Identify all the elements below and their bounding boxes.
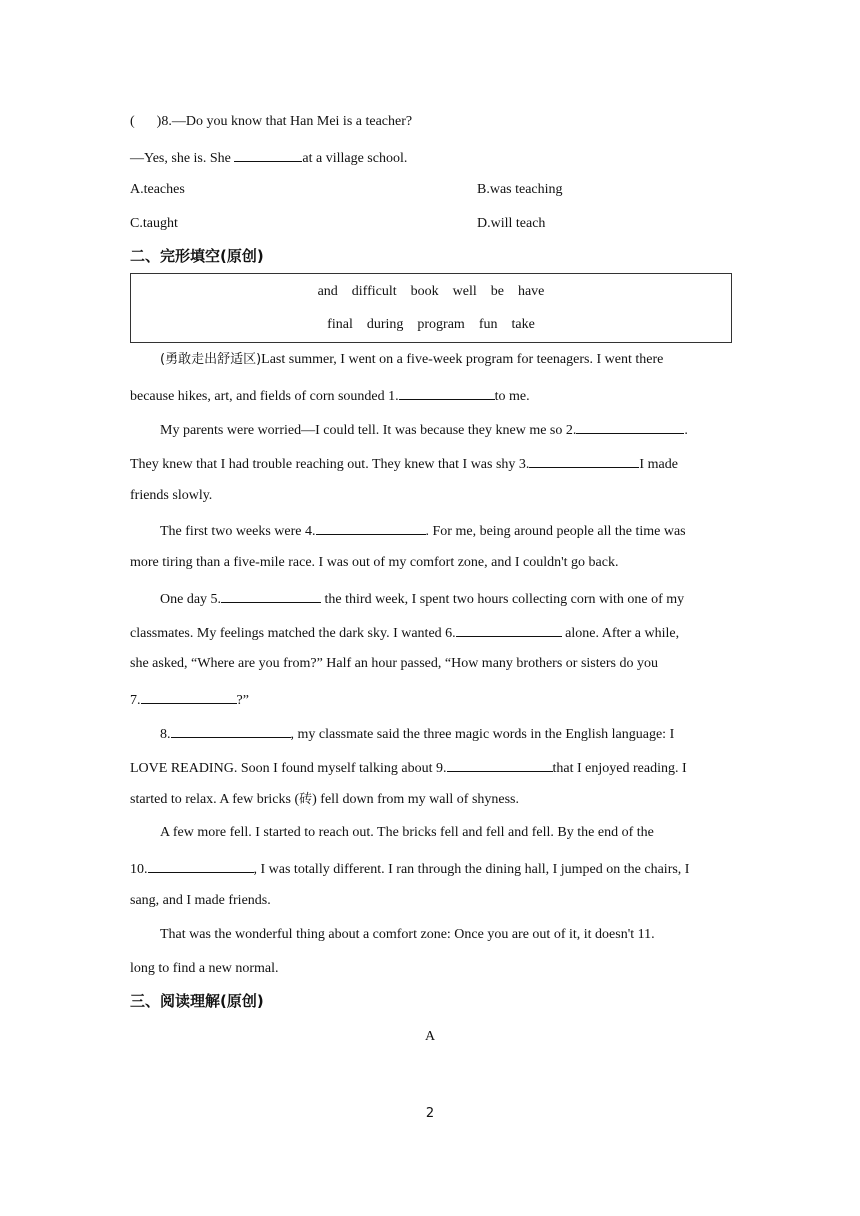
answer-blank [399, 384, 495, 400]
passage-line: sang, and I made friends. [130, 893, 271, 908]
answer-blank [171, 722, 291, 738]
passage-line: 10. , I was totally different. I ran through the dining hall, I jumped on the chairs, I [130, 857, 689, 880]
option-d: D.will teach [477, 216, 546, 231]
answer-blank [234, 146, 302, 162]
word-bank-word: fun [478, 317, 498, 332]
word-bank-word: final [327, 317, 353, 332]
answer-blank [576, 418, 684, 434]
word-bank-word: book [410, 284, 439, 299]
passage-line: more tiring than a five-mile race. I was out of my comfort zone, and I couldn't go back. [130, 555, 619, 570]
passage-line: started to relax. A few bricks (砖) fell down from my wall of shyness. [130, 792, 519, 807]
word-bank-word: take [511, 317, 535, 332]
question-8-answer: —Yes, she is. She at a village school. [130, 146, 407, 169]
word-bank-word: and [317, 284, 338, 299]
word-bank-word: be [490, 284, 504, 299]
passage-line: One day 5. the third week, I spent two hours collecting corn with one of my [160, 587, 684, 610]
passage-line: long to find a new normal. [130, 961, 279, 976]
word-bank-word: well [452, 284, 477, 299]
answer-blank [141, 688, 237, 704]
section-3-title: 三、阅读理解(原创) [130, 992, 264, 1010]
option-b: B.was teaching [477, 182, 563, 197]
answer-blank [316, 519, 426, 535]
passage-line: LOVE READING. Soon I found myself talking about 9. that I enjoyed reading. I [130, 756, 687, 779]
passage-line: 7. ?” [130, 688, 249, 711]
question-8-prompt: ( )8.—Do you know that Han Mei is a teacher? [130, 114, 413, 129]
passage-line: They knew that I had trouble reaching out. They knew that I was shy 3. I made [130, 452, 678, 475]
passage-line: because hikes, art, and fields of corn sounded 1. to me. [130, 384, 530, 407]
option-a: A.teaches [130, 182, 185, 197]
passage-line: classmates. My feelings matched the dark sky. I wanted 6. alone. After a while, [130, 621, 679, 644]
section-2-title: 二、完形填空(原创) [130, 247, 264, 265]
answer-blank [148, 857, 254, 873]
word-bank-box [130, 273, 732, 343]
word-bank-row-1 [131, 282, 731, 302]
word-bank-row-2 [131, 315, 731, 335]
answer-blank [529, 452, 639, 468]
passage-line: she asked, “Where are you from?” Half an hour passed, “How many brothers or sisters do you [130, 656, 658, 671]
passage-line: 8. , my classmate said the three magic words in the English language: I [160, 722, 674, 745]
passage-line: That was the wonderful thing about a comfort zone: Once you are out of it, it doesn't 11. [160, 927, 655, 942]
option-c: C.taught [130, 216, 178, 231]
passage-line: (勇敢走出舒适区)Last summer, I went on a five-week program for teenagers. I went there [160, 352, 664, 367]
answer-blank [447, 756, 553, 772]
passage-line: A few more fell. I started to reach out. The bricks fell and fell and fell. By the end of the [160, 825, 654, 840]
passage-line: My parents were worried—I could tell. It was because they knew me so 2. . [160, 418, 688, 441]
word-bank-word: have [517, 284, 545, 299]
answer-blank [456, 621, 562, 637]
answer-blank [221, 587, 321, 603]
word-bank-word: during [366, 317, 404, 332]
passage-line: The first two weeks were 4. . For me, being around people all the time was [160, 519, 686, 542]
page-number: 2 [425, 1106, 435, 1121]
passage-a-label: A [424, 1029, 436, 1044]
word-bank-word: program [417, 317, 465, 332]
word-bank-word: difficult [351, 284, 397, 299]
passage-line: friends slowly. [130, 488, 213, 503]
